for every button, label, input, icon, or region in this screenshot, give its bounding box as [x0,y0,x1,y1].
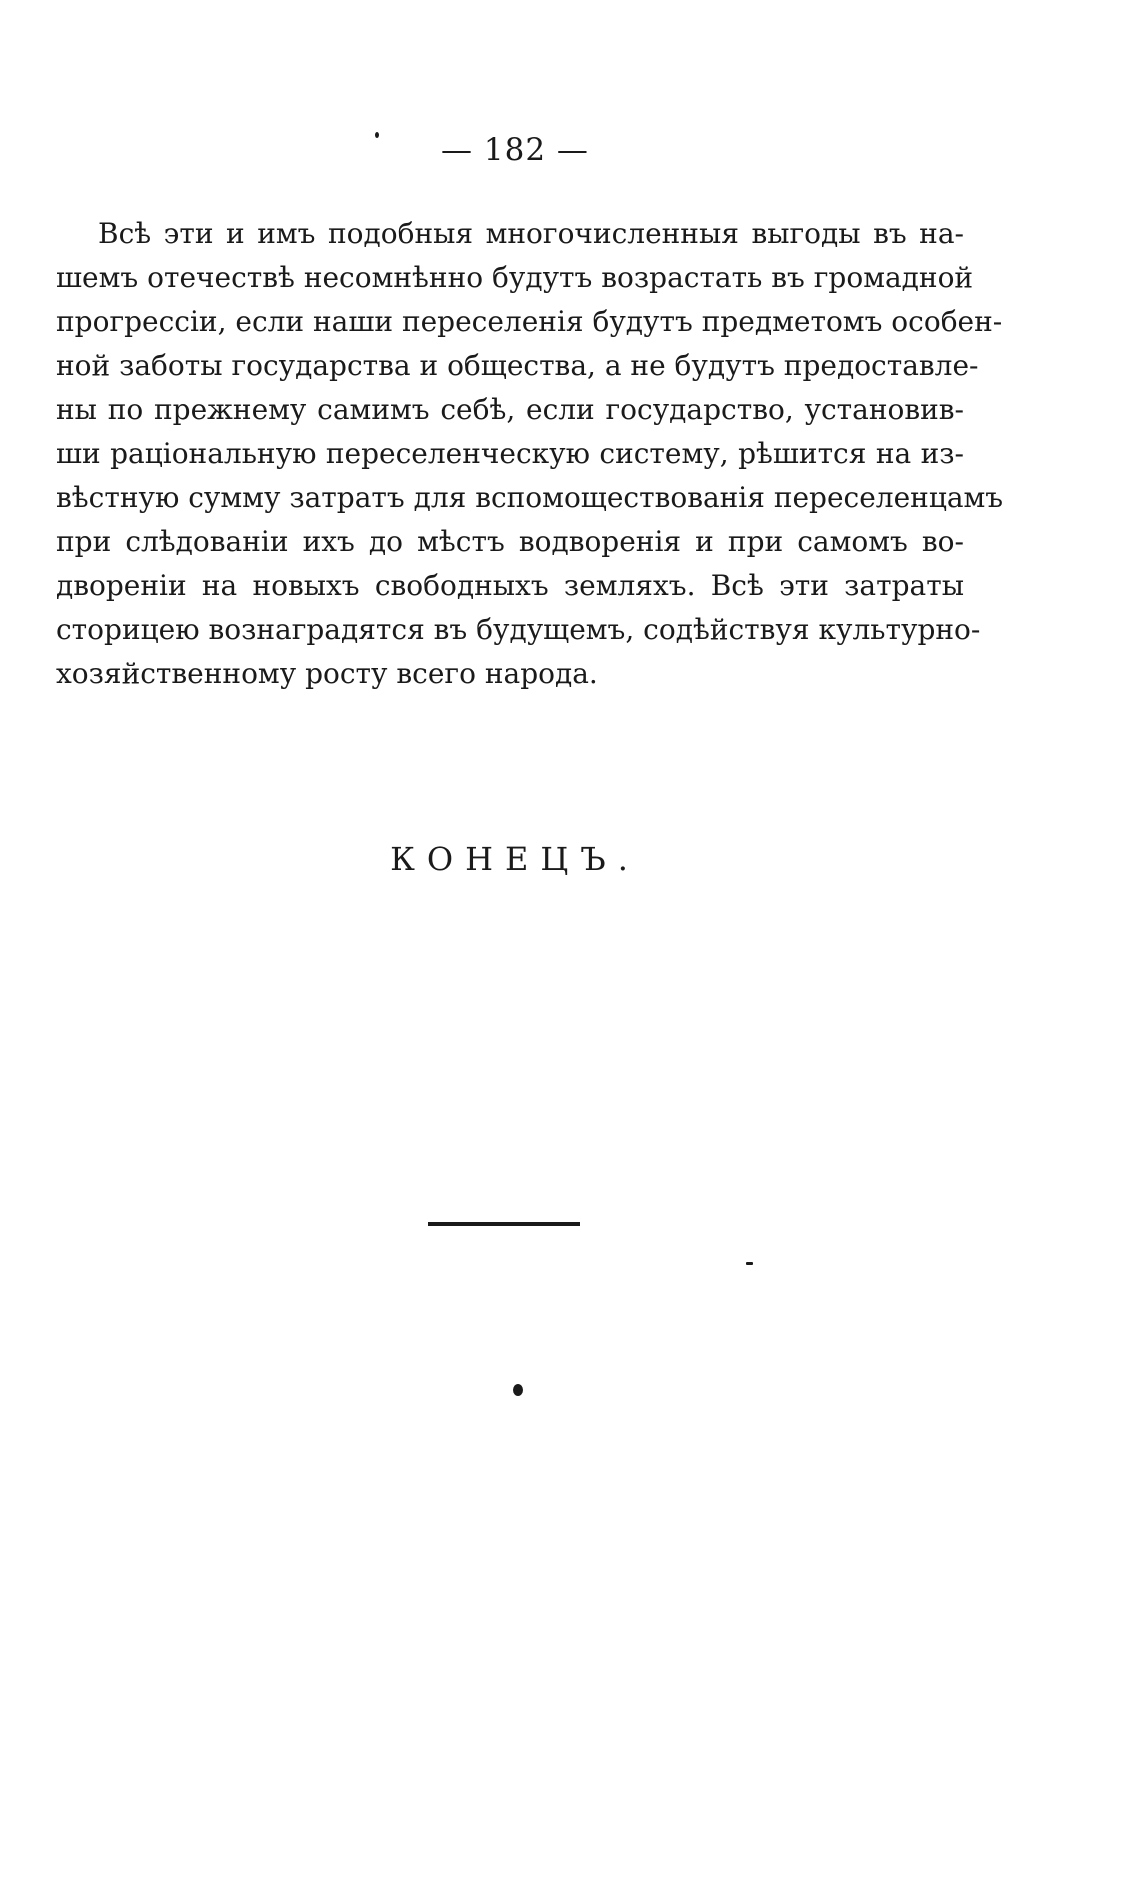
main-paragraph [56,212,1004,696]
ink-speck [746,1262,753,1265]
page-number: — 182 — [441,132,589,168]
paragraph-line: ны по прежнему самимъ себѣ, если государство, установив- [56,393,964,426]
paragraph-line: сторицею вознаградятся въ будущемъ, содѣйствуя культурно- [56,613,981,646]
paragraph-line: ши раціональную переселенческую систему, рѣшится на из- [56,437,964,470]
paragraph-line: хозяйственному росту всего народа. [56,657,598,690]
paragraph-line: ной заботы государства и общества, а не будутъ предоставле- [56,349,979,382]
end-rule-divider [428,1222,580,1226]
paragraph-line: двореніи на новыхъ свободныхъ земляхъ. Всѣ эти затраты [56,569,964,602]
ink-speck [513,1384,523,1396]
closing-title: КОНЕЦЪ. [390,840,640,878]
paragraph-line: шемъ отечествѣ несомнѣнно будутъ возрастать въ громадной [56,261,974,294]
paragraph-line: при слѣдованіи ихъ до мѣстъ водворенія и при самомъ во- [56,525,964,558]
paragraph-line: прогрессіи, если наши переселенія будутъ предметомъ особен- [56,305,1003,338]
paragraph-line: Всѣ эти и имъ подобныя многочисленныя выгоды въ на- [98,217,964,250]
paragraph-line: вѣстную сумму затратъ для вспомоществованія переселенцамъ [56,481,1004,514]
